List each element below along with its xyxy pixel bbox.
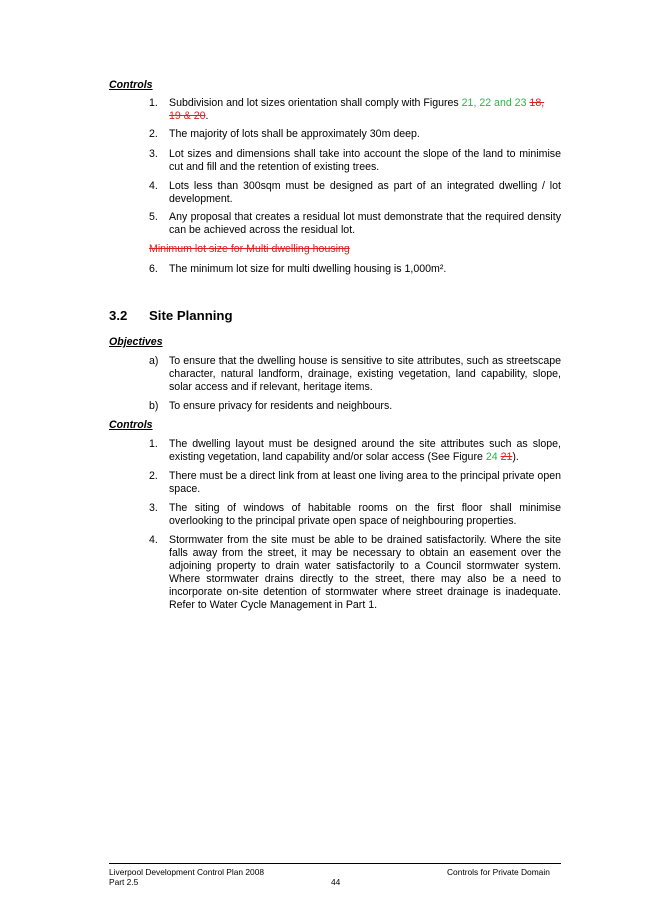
item-text: There must be a direct link from at least one living area to the principal private open space.	[169, 470, 561, 495]
item-text: To ensure privacy for residents and neighbours.	[169, 400, 393, 412]
item-text: The majority of lots shall be approximately 30m deep.	[169, 128, 420, 140]
footer-chapter: Controls for Private Domain	[447, 867, 550, 877]
inserted-figure-refs: 21, 22 and 23	[461, 97, 527, 109]
item-text: To ensure that the dwelling house is sensitive to site attributes, such as streetscape character, natural landform, drainage, existing vegetation, land capability, slope, solar access and if relevant, heritage items.	[169, 355, 561, 393]
item-number: 6.	[149, 263, 158, 275]
item-number: 4.	[149, 180, 158, 192]
footer-rule	[109, 863, 561, 864]
item-text: Subdivision and lot sizes orientation shall comply with Figures 21, 22 and 23 18, 19 & 20.	[169, 97, 545, 122]
item-text: The minimum lot size for multi dwelling housing is 1,000m².	[169, 263, 447, 275]
section-number: 3.2	[109, 308, 128, 323]
item-text: Lots less than 300sqm must be designed as part of an integrated dwelling / lot development.	[169, 180, 561, 205]
item-text: The siting of windows of habitable rooms on the first floor shall minimise overlooking to the principal private open space of neighbouring properties.	[169, 502, 561, 527]
item-text: Any proposal that creates a residual lot must demonstrate that the required density can be achieved across the residual lot.	[169, 211, 561, 236]
objectives-heading: Objectives	[109, 336, 163, 348]
item-number: 1.	[149, 97, 158, 109]
item-number: b)	[149, 400, 159, 412]
item-number: 3.	[149, 502, 158, 514]
item-number: 5.	[149, 211, 158, 223]
item-text: Stormwater from the site must be able to be drained satisfactorily. Where the site falls away from the street, it may be necessary to obtain an easement over the adjoining property to drain water satisfactorily to a Council stormwater system. Where stormwater drains directly to the street, there may also be a need to incorporate on-site detention of stormwater where street drainage is inadequate. Refer to Water Cycle Management in Part 1.	[169, 534, 561, 611]
item-number: 3.	[149, 148, 158, 160]
item-text: Lot sizes and dimensions shall take into account the slope of the land to minimise cut and fill and the retention of existing trees.	[169, 148, 561, 173]
item-number: 1.	[149, 438, 158, 450]
item-number: 4.	[149, 534, 158, 546]
deleted-figure-refs-b: 19 & 20	[169, 110, 206, 122]
inserted-figure-ref: 24	[485, 451, 498, 463]
section-name: Site Planning	[149, 308, 233, 323]
deleted-figure-ref: 21	[500, 451, 513, 463]
item-number: a)	[149, 355, 159, 367]
controls-heading-1: Controls	[109, 79, 153, 91]
footer-page-number: 44	[331, 877, 341, 887]
deleted-subheading: Minimum lot size for Multi dwelling housing	[149, 243, 350, 255]
section-title	[109, 308, 233, 323]
item-number: 2.	[149, 470, 158, 482]
footer-doc-title: Liverpool Development Control Plan 2008	[109, 867, 265, 877]
item-text: The dwelling layout must be designed around the site attributes such as slope, existing vegetation, land capability and/or solar access (See Figure 24 21).	[169, 438, 561, 463]
controls-heading-2: Controls	[109, 419, 153, 431]
deleted-figure-refs-a: 18,	[529, 97, 545, 109]
footer-part: Part 2.5	[109, 877, 139, 887]
item-number: 2.	[149, 128, 158, 140]
